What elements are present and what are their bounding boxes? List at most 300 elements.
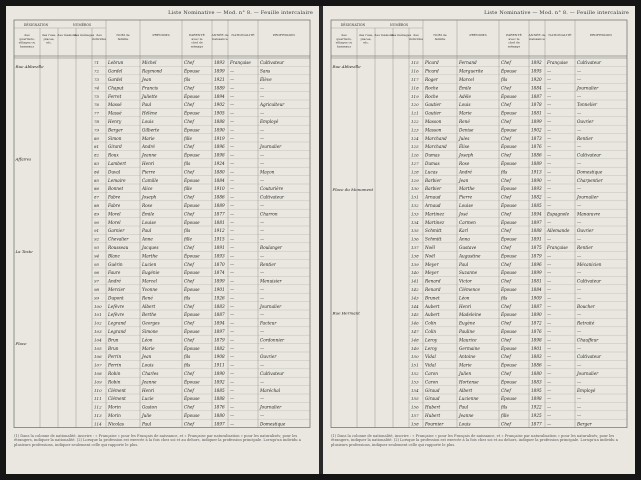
cell-prenom: Georges [142,320,160,326]
cell-nat: — [230,228,235,234]
cell-nat: — [547,194,552,200]
cell-prenom: Paul [459,404,469,410]
cell-annee: 1892 [531,60,542,66]
cell-prof: — [577,362,582,368]
individual-number: 95 [94,261,100,267]
cell-annee: 1888 [214,119,225,124]
cell-prof: Cultivateur [577,278,601,284]
column-header-10: PROFESSION [272,33,296,37]
individual-number: 73 [94,77,100,82]
individual-number: 136 [411,236,419,242]
cell-prof: Facteur [260,320,277,326]
column-header-4: des individus [91,33,107,41]
cell-parente: Épouse [184,110,200,116]
cell-nat: — [230,320,235,326]
cell-prenom: Gaston [142,404,157,410]
cell-nom: Girard [108,144,122,150]
cell-prenom: Jacques [142,245,159,250]
cell-nat: — [547,320,552,326]
cell-annee: 1899 [531,270,542,276]
cell-annee: 1898 [531,337,542,343]
cell-prenom: Henri [459,303,472,309]
individual-number: 72 [94,68,100,74]
cell-prof: Maçon [260,169,275,175]
cell-prof: — [260,177,265,183]
cell-prenom: Jeanne [459,413,474,418]
cell-parente: Chef [184,85,194,91]
cell-parente: Chef [501,354,511,360]
cell-parente: Chef [501,278,511,284]
cell-nom: Brun [108,345,119,351]
cell-annee: 1885 [531,203,542,208]
place-note: Rue Abbeville [15,64,44,69]
individual-number: 93 [94,245,100,250]
cell-prof: Journalier [577,85,599,91]
individual-number: 126 [411,152,419,158]
cell-parente: Épouse [501,68,517,74]
document-spread [6,6,635,474]
individual-number: 104 [94,337,102,343]
cell-nat: — [547,354,552,360]
cell-annee: 1912 [214,228,225,234]
cell-annee: 1920 [531,77,542,82]
cell-annee: 1890 [531,177,542,183]
cell-nom: Lefèvre [108,312,125,318]
individual-number: 112 [94,404,102,410]
cell-nat: — [547,85,552,91]
cell-prof: Employé [260,119,279,124]
cell-nat: — [230,219,235,225]
cell-annee: 1894 [531,211,542,217]
cell-prenom: Marie [459,362,472,368]
cell-parente: Chef [501,152,511,158]
cell-prof: Mécanicien [577,261,602,267]
cell-nom: Barbier [425,177,442,183]
cell-annee: 1894 [214,320,225,326]
cell-annee: 1886 [214,194,225,200]
cell-annee: 1881 [531,110,542,116]
cell-nat: — [230,278,235,284]
cell-prenom: Paul [459,261,469,267]
cell-prof: Cultivateur [260,194,284,200]
cell-nom: Roche [425,85,439,91]
cell-annee: 1905 [214,110,225,116]
cell-prof: Berger [577,421,592,427]
cell-parente: Épouse [184,203,200,208]
cell-parente: Chef [501,228,511,234]
individual-number: 143 [411,295,419,301]
cell-nat: — [547,93,552,99]
cell-parente: Épouse [184,127,200,133]
cell-prenom: Madeleine [459,312,482,318]
cell-prenom: Lucien [142,261,157,267]
cell-parente: Épouse [184,93,200,99]
cell-nom: Garnier [108,228,125,234]
cell-prof: — [260,312,265,318]
cell-annee: 1897 [531,219,542,225]
cell-nat: — [547,161,552,166]
cell-parente: Épouse [184,413,200,418]
cell-nat: — [230,186,235,192]
individual-number: 128 [411,169,419,175]
cell-nom: Duval [108,169,121,175]
cell-prenom: Émile [142,211,155,217]
cell-annee: 1884 [214,177,225,183]
cell-annee: 1898 [214,152,225,158]
cell-annee: 1872 [531,320,542,326]
cell-annee: 1901 [214,287,225,292]
cell-parente: Chef [184,320,194,326]
cell-nom: Vidal [425,362,436,368]
cell-annee: 1889 [531,161,542,166]
cell-parente: fille [184,236,192,242]
column-header-2: des maisons [374,33,394,37]
cell-annee: 1902 [214,102,225,108]
cell-annee: 1891 [531,236,542,242]
cell-nom: Roger [425,77,438,82]
cell-nom: Perrin [108,362,122,368]
cell-prof: — [260,396,265,402]
cell-annee: 1893 [214,253,225,259]
cell-annee: 1876 [531,329,542,334]
cell-annee: 1892 [214,379,225,385]
cell-prenom: Denise [459,127,474,133]
individual-number: 114 [94,421,102,427]
cell-nom: Chevalier [108,236,129,242]
individual-number: 118 [411,85,419,91]
cell-nom: Hubert [425,413,441,418]
cell-parente: Chef [501,211,511,217]
cell-parente: fils [184,77,191,82]
cell-prof: Domestique [577,169,603,175]
cell-nom: Perrin [108,354,122,360]
cell-nat: — [547,329,552,334]
individual-number: 77 [94,110,100,116]
cell-parente: Chef [184,387,194,393]
cell-parente: Chef [184,371,194,376]
cell-prenom: Hortense [459,379,479,385]
cell-prof: Employé [577,387,596,393]
column-header-2: des maisons [57,33,77,37]
cell-annee: 1875 [531,245,542,250]
cell-nat: — [547,177,552,183]
cell-prenom: René [142,295,153,301]
column-header-10: PROFESSION [589,33,613,37]
cell-annee: 1909 [531,295,542,301]
cell-annee: 1870 [214,261,225,267]
cell-prenom: Joseph [459,152,474,158]
column-header-1: des rues, places, etc. [41,33,57,45]
cell-nat: — [230,253,235,259]
individual-number: 86 [94,186,100,192]
cell-nat: — [547,362,552,368]
cell-nat: — [230,261,235,267]
cell-nom: Legrand [108,329,126,334]
cell-parente: Épouse [501,127,517,133]
cell-annee: 1894 [214,93,225,99]
cell-nom: Masson [425,127,442,133]
cell-prof: Boulanger [260,245,282,250]
cell-prenom: Marie [142,135,155,141]
cell-prof: — [260,161,265,166]
cell-annee: 1883 [531,354,542,360]
individual-number: 141 [411,278,419,284]
cell-prof: — [577,203,582,208]
individual-number: 82 [94,152,100,158]
individual-number: 134 [411,219,419,225]
cell-annee: 1877 [214,211,225,217]
cell-annee: 1883 [531,379,542,385]
cell-annee: 1885 [214,387,225,393]
left-running-head: Liste Nominative — Mod. n° 8. — Feuille intercalaire [168,10,313,16]
cell-prenom: Anna [459,236,470,242]
cell-annee: 1888 [214,396,225,402]
cell-parente: Épouse [501,93,517,99]
cell-nat: — [547,261,552,267]
cell-nom: Leroy [425,337,438,343]
cell-parente: Chef [184,337,194,343]
cell-annee: 1896 [214,144,225,150]
cell-prenom: Louise [142,219,156,225]
right-footnote: (1) Dans la colonne de nationalité, inscrire : « Française » pour les Français de naissance, et « Française par naturalisation » pour les naturalisés; pour les étrangers, indiquer la nationalité. (2) Lorsque la profession est exercée à la fois chez soi et au dehors, indiquer la profession principale. Lorsqu'un individu a plusieurs professions, indiquer seulement celle qui rapporte le plus. [331,434,618,447]
cell-nat: — [230,413,235,418]
cell-prof: — [577,345,582,351]
cell-nat: — [547,144,552,150]
individual-number: 89 [94,211,100,217]
column-header-5: NOM de famille [433,33,447,41]
cell-parente: Chef [501,60,511,66]
cell-nom: Morel [108,211,121,217]
individual-number: 139 [411,261,419,267]
individual-number: 74 [94,85,100,91]
cell-parente: Chef [184,102,194,108]
individual-number: 108 [94,371,102,376]
cell-nat: — [547,186,552,192]
individual-number: 107 [94,362,102,368]
cell-parente: Épouse [184,152,200,158]
cell-prenom: Louis [459,421,471,427]
cell-nom: Leroy [425,345,438,351]
cell-parente: fille [184,186,192,192]
cell-parente: Épouse [501,236,517,242]
cell-parente: Épouse [501,203,517,208]
cell-prof: — [577,396,582,402]
cell-annee: 1881 [214,219,225,225]
cell-annee: 1876 [214,404,225,410]
cell-nom: Simon [108,135,122,141]
cell-parente: Épouse [501,161,517,166]
cell-prenom: Albert [142,303,156,309]
cell-prof: — [577,77,582,82]
place-note: Rue Abbeville [332,64,361,69]
cell-nat: — [547,379,552,385]
cell-annee: 1890 [531,312,542,318]
cell-prenom: Anne [142,236,153,242]
cell-nat: — [230,135,235,141]
cell-prenom: Julie [142,413,152,418]
cell-parente: Épouse [501,329,517,334]
cell-prenom: Hélène [142,110,158,116]
cell-annee: 1887 [531,93,542,99]
cell-annee: 1925 [531,413,542,418]
cell-annee: 1890 [214,127,225,133]
cell-nom: Massé [108,110,122,116]
designation-heading: DÉSIGNATION [340,23,366,27]
cell-prof: — [577,144,582,150]
cell-parente: Chef [184,144,194,150]
table-frame [331,20,627,428]
cell-prenom: Élise [459,144,470,150]
cell-nat: — [230,387,235,393]
individual-number: 97 [94,278,100,284]
cell-prof: — [260,287,265,292]
cell-prof: Boucher [577,303,595,309]
cell-prenom: Karl [459,228,468,234]
cell-nat: — [230,177,235,183]
cell-prof: Cultivateur [260,371,284,376]
cell-nat: — [230,396,235,402]
cell-nom: Rousseau [108,245,129,250]
cell-prof: Chauffeur [577,337,599,343]
cell-annee: 1882 [214,345,225,351]
individual-number: 98 [94,287,100,292]
cell-prenom: Louis [142,362,154,368]
individual-number: 102 [94,320,102,326]
cell-annee: 1898 [531,396,542,402]
cell-parente: Épouse [184,329,200,334]
cell-nat: — [547,287,552,292]
cell-nom: Faure [108,270,121,276]
cell-prof: — [577,236,582,242]
cell-nat: — [230,287,235,292]
cell-nom: Barbier [425,186,442,192]
cell-nat: — [547,110,552,116]
cell-nom: Martinez [425,211,445,217]
cell-nom: Berger [108,127,123,133]
cell-prenom: Antoine [459,354,476,360]
cell-prenom: Léon [459,295,470,301]
cell-nom: Aubert [425,312,440,318]
cell-nat: — [547,236,552,242]
cell-prenom: Clémence [459,287,480,292]
cell-nat: — [230,236,235,242]
cell-prenom: Jean [459,177,469,183]
cell-parente: Épouse [184,68,200,74]
cell-nat: — [230,93,235,99]
cell-prof: Rentier [260,261,276,267]
cell-parente: Chef [501,194,511,200]
cell-nat: — [230,77,235,82]
cell-nat: — [230,119,235,124]
cell-prenom: Augustine [459,253,481,259]
cell-prenom: Juliette [142,93,158,99]
cell-prof: Cultivateur [260,60,284,66]
individual-number: 75 [94,93,100,99]
cell-prof: — [577,68,582,74]
cell-prenom: Marthe [142,253,158,259]
cell-annee: 1874 [214,270,225,276]
cell-nat: — [230,421,235,427]
cell-annee: 1913 [531,169,542,175]
individual-number: 109 [94,379,102,385]
cell-prof: — [577,110,582,116]
cell-nat: — [547,413,552,418]
cell-prenom: Émile [459,85,472,91]
cell-annee: 1915 [214,236,225,242]
cell-nat: — [547,312,552,318]
cell-parente: fils [184,295,191,301]
cell-nat: — [547,119,552,124]
individual-number: 80 [94,135,100,141]
cell-prof: — [577,295,582,301]
individual-number: 142 [411,287,419,292]
individual-number: 111 [94,396,102,402]
cell-parente: Chef [501,387,511,393]
cell-prenom: Jeanne [142,379,157,385]
cell-prof: — [577,379,582,385]
cell-parente: Chef [184,119,194,124]
cell-parente: Épouse [184,253,200,259]
cell-annee: 1889 [214,85,225,91]
cell-nom: Marchand [425,144,447,150]
cell-prof: Ouvrier [260,354,277,360]
cell-annee: 1886 [531,152,542,158]
individual-number: 146 [411,320,419,326]
cell-prenom: Louis [459,102,471,108]
cell-prenom: Fernand [459,60,477,66]
cell-prof: Rentier [577,245,593,250]
cell-parente: Épouse [501,110,517,116]
cell-parente: Épouse [184,270,200,276]
cell-nom: Dumas [425,161,440,166]
cell-prof: Journalier [577,194,599,200]
cell-annee: 1880 [214,169,225,175]
individual-number: 101 [94,312,102,318]
cell-prof: Manœuvre [577,211,601,217]
cell-parente: fils [184,161,191,166]
cell-prof: Ouvrier [577,119,594,124]
cell-nom: Clément [108,387,126,393]
cell-annee: 1910 [214,186,225,192]
cell-prof: — [577,93,582,99]
cell-nom: Picard [425,68,439,74]
cell-parente: Chef [501,421,511,427]
right-page [323,6,635,474]
column-header-9: NATIONALITÉ [231,33,255,37]
cell-parente: Chef [184,421,194,427]
individual-number: 155 [411,396,419,402]
cell-prenom: Joseph [142,194,157,200]
cell-annee: 1921 [214,77,225,82]
cell-nom: Morin [108,404,121,410]
cell-prenom: Paul [142,102,152,108]
cell-annee: 1896 [531,261,542,267]
cell-nom: André [108,278,121,284]
cell-annee: 1878 [531,102,542,108]
cell-annee: 1873 [531,135,542,141]
cell-prenom: Henri [142,387,155,393]
cell-nom: Colin [425,320,437,326]
place-note: Rue Hermant [332,310,360,316]
cell-nom: Hubert [425,404,441,410]
cell-parente: Chef [501,177,511,183]
cell-annee: 1879 [214,337,225,343]
cell-annee: 1890 [214,371,225,376]
cell-prof: — [260,93,265,99]
cell-prenom: Rose [142,203,153,208]
place-note: Place [15,341,27,347]
individual-number: 83 [94,161,100,166]
